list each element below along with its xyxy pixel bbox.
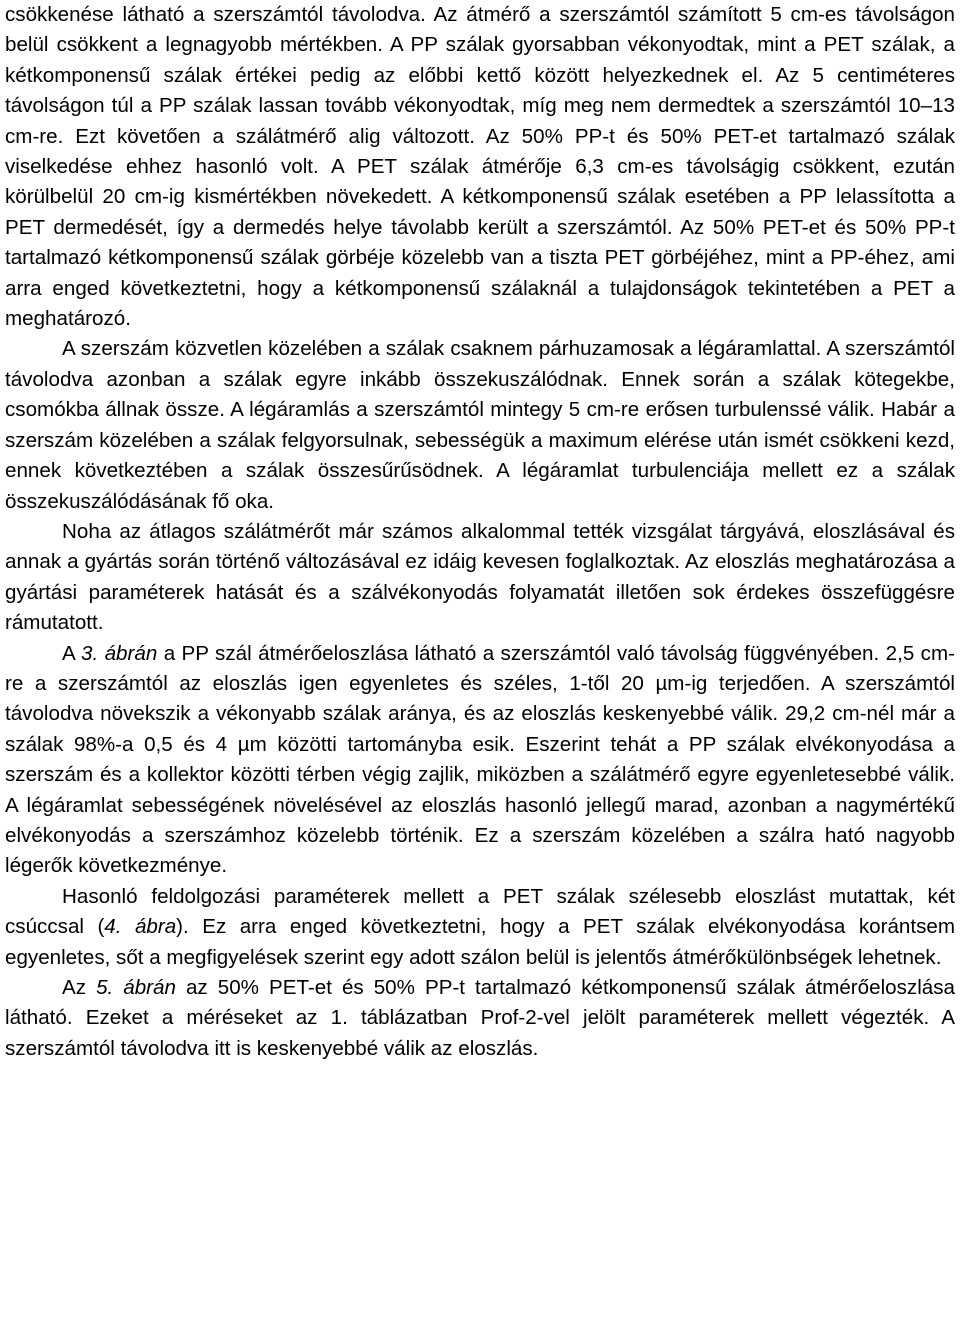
- paragraph-text: A szerszám közvetlen közelében a szálak csaknem párhuzamosak a légáramlattal. A szerszámtól távolodva azonban a szálak egyre inkább összekuszálódnak. Ennek során a szálak kötegekbe, csomókba állnak össze. A légáramlás a szerszámtól mintegy 5 cm-re erősen turbulenssé válik. Habár a szerszám közelében a szálak felgyorsulnak, sebességük a maximum elérése után ismét csökkeni kezd, ennek következtében a szálak összesűrűsödnek. A légáramlat turbulenciája mellett ez a szálak összekuszálódásának fő oka.: [5, 337, 955, 513]
- paragraph-text: a PP szál átmérőeloszlása látható a szerszámtól való távolság függvényében. 2,5 cm-re a szerszámtól az eloszlás igen egyenletes és széles, 1-től 20 µm-ig terjedően. A szerszámtól távolodva növekszik a vékonyabb szálak aránya, és az eloszlás keskenyebbé válik. 29,2 cm-nél már a szálak 98%-a 0,5 és 4 µm közötti tartományba esik. Eszerint tehát a PP szálak elvékonyodása a szerszám és a kollektor közötti térben végig zajlik, miközben a szálátmérő egyre egyenletesebbé válik. A légáramlat sebességének növelésével az eloszlás hasonló jellegű marad, azonban a nagymértékű elvékonyodás a szerszámhoz közelebb történik. Ez a szerszám közelében a szálra ható nagyobb légerők következménye.: [5, 641, 955, 878]
- paragraph-text: Noha az átlagos szálátmérőt már számos alkalommal tették vizsgálat tárgyává, eloszlásával és annak a gyártás során történő változásával ez idáig kevesen foglalkoztak. Az eloszlás meghatározása a gyártási paraméterek hatását és a szálvékonyodás folyamatát illetően sok érdekes összefüggésre rámutatott.: [5, 519, 955, 635]
- paragraph-text: A: [62, 641, 82, 665]
- paragraph-fiber-thinning: [5, 0, 955, 334]
- paragraph-text: Hasonló feldolgozási paraméterek mellett a PET szálak szélesebb eloszlást mutattak, két csúccsal (: [5, 884, 955, 939]
- paragraph-airflow: [5, 334, 955, 516]
- paragraph-text: csökkenése látható a szerszámtól távolodva. Az átmérő a szerszámtól számított 5 cm-es távolságon belül csökkent a legnagyobb mértékben. A PP szálak gyorsabban vékonyodtak, mint a PET szálak, a kétkomponensű szálak értékei pedig az előbbi kettő között helyezkednek el. Az 5 centiméteres távolságon túl a PP szálak lassan tovább vékonyodtak, míg meg nem dermedtek a szerszámtól 10–13 cm-re. Ezt követően a szálátmérő alig változott. Az 50% PP-t és 50% PET-et tartalmazó szálak viselkedése ehhez hasonló volt. A PET szálak átmérője 6,3 cm-es távolságig csökkent, ezután körülbelül 20 cm-ig kismértékben növekedett. A kétkomponensű szálak esetében a PP lelassította a PET dermedését, így a dermedés helye távolabb került a szerszámtól. Az 50% PET-et és 50% PP-t tartalmazó kétkomponensű szálak görbéje közelebb van a tiszta PET görbéjéhez, mint a PP-éhez, ami arra enged következtetni, hogy a kétkomponensű szálaknál a tulajdonságok tekintetében a PET a meghatározó.: [5, 3, 955, 331]
- paragraph-figure-4: [5, 882, 955, 973]
- paragraph-text: Az: [62, 976, 97, 999]
- figure-reference: 5. ábrán: [96, 976, 176, 999]
- paragraph-text: ). Ez arra enged következtetni, hogy a PET szálak elvékonyodása korántsem egyenletes, sőt a megfigyelések szerint egy adott szálon belül is jelentős átmérőkülönbségek lehetnek.: [5, 915, 955, 969]
- paragraph-distribution-intro: [5, 517, 955, 639]
- paragraph-figure-5: [5, 973, 955, 1064]
- document-page: [5, 0, 955, 1064]
- figure-reference: 4. ábra: [104, 915, 177, 939]
- paragraph-text: az 50% PET-et és 50% PP-t tartalmazó kétkomponensű szálak átmérőeloszlása látható. Ezeket a méréseket az 1. táblázatban Prof-2-vel jelölt paraméterek mellett végezték. A szerszámtól távolodva itt is keskenyebbé válik az eloszlás.: [5, 976, 955, 1060]
- figure-reference: 3. ábrán: [81, 641, 158, 665]
- paragraph-figure-3: [5, 639, 955, 882]
